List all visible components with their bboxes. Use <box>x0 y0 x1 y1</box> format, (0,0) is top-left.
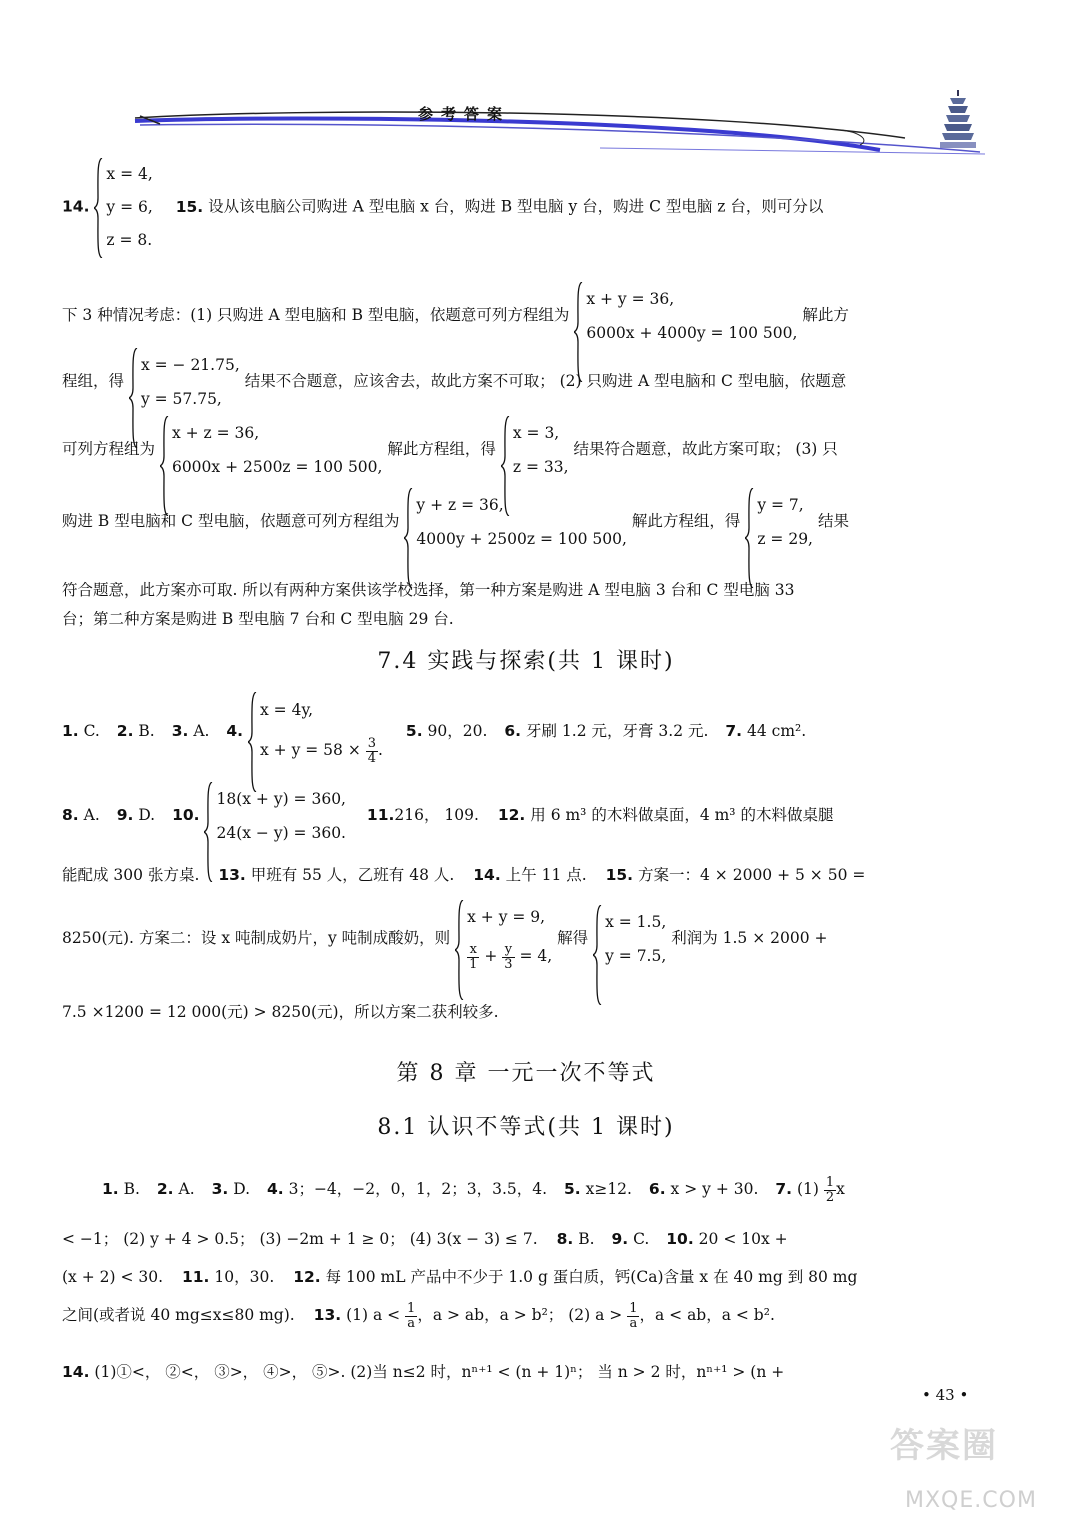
header-decoration <box>0 0 1077 160</box>
q-number: 13. <box>313 1306 342 1325</box>
equation: y = 7, <box>757 496 804 514</box>
equation: x = 4y, <box>260 701 314 719</box>
answer: 上午 11 点. <box>505 866 587 884</box>
equation: 4000y + 2500z = 100 500, <box>416 530 627 548</box>
answer: B. <box>123 1180 140 1199</box>
s74-line-3 <box>62 863 865 885</box>
answer: (1)①<， ②<， ③>， ④>， ⑤>. (2)当 n≤2 时，nⁿ⁺¹ < (n + 1)ⁿ； 当 n > 2 时，nⁿ⁺¹ > (n + <box>94 1363 785 1381</box>
denominator: 4 <box>367 750 377 766</box>
answer: x <box>836 1180 845 1199</box>
text: 解得 <box>557 929 589 947</box>
q-number: 9. <box>611 1230 629 1248</box>
q-number: 7. <box>775 1180 793 1199</box>
equation-part: x + y = 58 × <box>260 741 361 759</box>
text: 解此方程组，得 <box>631 512 741 530</box>
header-title: 参考答案 <box>418 105 511 123</box>
equation: 18(x + y) = 360, <box>216 790 346 808</box>
equation: y + z = 36, <box>416 496 504 514</box>
equation: y = 6, <box>106 198 153 216</box>
s81-line-3 <box>62 1265 857 1287</box>
text: 下 3 种情况考虑：(1) 只购进 A 型电脑和 B 型电脑，依题意可列方程组为 <box>62 306 570 324</box>
answer: 90，20. <box>427 722 488 740</box>
q-number: 3. <box>171 722 189 740</box>
q-number: 10. <box>666 1230 694 1248</box>
text: (x + 2) < 30. <box>62 1268 164 1286</box>
q-number: 11. <box>181 1268 210 1286</box>
denominator: 1 <box>469 956 478 972</box>
fraction <box>627 1302 639 1330</box>
q15-line-6: 符合题意，此方案亦可取. 所以有两种方案供该学校选择，第一种方案是购进 A 型电脑 3 台和 C 型电脑 33 <box>62 581 795 599</box>
fraction <box>467 943 479 971</box>
equation: x = 3, <box>512 424 560 442</box>
answer: 甲班有 55 人，乙班有 48 人. <box>250 866 455 884</box>
equation-system <box>574 282 797 350</box>
equation: x + y = 9, <box>467 908 546 926</box>
section-title-7-4: 7.4 实践与探索(共 1 课时) <box>377 649 675 674</box>
fraction <box>366 737 378 765</box>
equation: y = 57.75, <box>140 390 222 408</box>
page-header <box>0 0 1077 160</box>
plus-sign: + <box>484 947 498 965</box>
text: 结果符合题意，故此方案可取； (3) 只 <box>573 440 838 458</box>
equation: x = 4, <box>106 165 153 183</box>
denominator: 2 <box>825 1189 835 1205</box>
numerator: 1 <box>825 1175 835 1190</box>
q10-system <box>204 782 346 850</box>
q-number: 7. <box>725 722 743 740</box>
answer: A. <box>83 806 100 824</box>
fraction <box>824 1176 836 1204</box>
equation-system <box>160 416 383 484</box>
text: < −1； (2) y + 4 > 0.5； (3) −2m + 1 ≥ 0； (4) 3(x − 3) ≤ 7. <box>62 1230 538 1248</box>
brace-icon <box>94 158 103 258</box>
pagoda-icon <box>936 88 980 152</box>
answer: A. <box>178 1180 195 1199</box>
brace-icon <box>404 488 413 588</box>
numerator: 3 <box>367 735 377 751</box>
q-number: 12. <box>293 1268 321 1286</box>
answer: 每 100 mL 产品中不少于 1.0 g 蛋白质，钙(Ca)含量 x 在 40 mg 到 80 mg <box>325 1268 858 1286</box>
answer: 216， 109. <box>394 806 479 824</box>
numerator: 1 <box>407 1301 416 1316</box>
answer: D. <box>138 806 156 824</box>
numerator: y <box>502 943 514 958</box>
q-number: 14. <box>473 866 501 884</box>
equation: z = 33, <box>512 458 569 476</box>
q-number: 8. <box>556 1230 574 1248</box>
text: 解此方程组，得 <box>387 440 496 458</box>
q15-number: 15. <box>175 197 204 216</box>
s74-line-4 <box>62 900 828 978</box>
text: 程组，得 <box>62 372 125 390</box>
equation: 6000x + 4000y = 100 500, <box>586 324 798 342</box>
q-number: 2. <box>116 722 134 740</box>
chapter-title-8: 第 8 章 一元一次不等式 <box>396 1061 656 1086</box>
answer: B. <box>578 1230 595 1248</box>
answer: 10，30. <box>214 1268 275 1286</box>
section-title-8-1: 8.1 认识不等式(共 1 课时) <box>377 1115 675 1140</box>
fraction <box>405 1302 417 1330</box>
q4-system <box>248 692 383 772</box>
text: 8250(元). 方案二：设 x 吨制成奶片，y 吨制成酸奶，则 <box>62 929 451 947</box>
q-number: 2. <box>156 1180 174 1199</box>
text: 之间(或者说 40 mg≤x≤80 mg). <box>62 1306 295 1325</box>
solution-system <box>745 488 813 556</box>
q-number: 13. <box>218 866 246 884</box>
watermark-url: MXQE.COM <box>905 1488 1037 1513</box>
equation: x = 1.5, <box>605 913 667 931</box>
q15-line-2 <box>62 282 849 350</box>
denominator: 3 <box>504 956 513 972</box>
equation-system <box>129 348 240 416</box>
answer: 3；−4，−2，0，1，2；3，3.5，4. <box>288 1180 548 1199</box>
page-number: • 43 • <box>922 1386 969 1404</box>
solution-system <box>593 905 666 973</box>
brace-icon <box>248 692 257 792</box>
s81-line-1 <box>62 1176 845 1204</box>
q15-line-3 <box>62 348 846 416</box>
q-number: 6. <box>504 722 522 740</box>
q-number: 4. <box>226 722 244 740</box>
equation: z = 29, <box>757 530 813 548</box>
answer: 20 < 10x + <box>698 1230 788 1248</box>
equation <box>467 934 552 978</box>
equation-system <box>404 488 627 556</box>
equation: x + y = 36, <box>586 290 675 308</box>
answer: x > y + 30. <box>670 1180 759 1199</box>
brace-icon <box>455 900 464 1000</box>
text: 结果不合题意，应该舍去，故此方案不可取； (2) 只购进 A 型电脑和 C 型电脑，依题意 <box>244 372 847 390</box>
q14-number: 14. <box>62 197 90 216</box>
q-number: 15. <box>605 866 634 884</box>
answer: x≥12. <box>585 1180 632 1199</box>
q-number: 1. <box>102 1180 119 1199</box>
brace-icon <box>593 905 602 1005</box>
answer: 44 cm². <box>746 722 807 740</box>
equation-part: = 4, <box>519 947 553 965</box>
brace-icon <box>745 488 754 588</box>
q14-system <box>94 158 152 257</box>
s74-line-1 <box>62 692 806 772</box>
fraction <box>502 943 514 971</box>
equation: x = − 21.75, <box>140 356 240 374</box>
answer: (1) a < <box>346 1306 401 1325</box>
s81-line-2 <box>62 1227 788 1249</box>
q-number: 4. <box>266 1180 284 1199</box>
q-number: 6. <box>648 1180 666 1199</box>
numerator: 1 <box>629 1301 638 1316</box>
s81-line-4 <box>62 1302 775 1330</box>
q14-15-line <box>62 158 823 257</box>
equation: z = 8. <box>106 231 153 249</box>
equation-part: . <box>378 741 383 759</box>
q-number: 3. <box>211 1180 229 1199</box>
denominator: a <box>629 1315 638 1331</box>
answer: B. <box>138 722 155 740</box>
q-number: 8. <box>62 806 79 824</box>
answer: A. <box>193 722 210 740</box>
s74-line-2 <box>62 782 833 850</box>
answer: 方案一：4 × 2000 + 5 × 50 = <box>638 866 866 884</box>
watermark-logo: 答案圈 <box>890 1426 998 1466</box>
numerator: x <box>467 943 479 958</box>
text: 结果 <box>817 512 849 530</box>
s81-line-5 <box>62 1360 784 1382</box>
q15-line-4 <box>62 416 838 484</box>
text: 可列方程组为 <box>62 440 156 458</box>
q-number: 5. <box>563 1180 581 1199</box>
denominator: a <box>407 1315 416 1331</box>
text: 能配成 300 张方桌. <box>62 866 200 884</box>
q-number: 5. <box>405 722 423 740</box>
answer: C. <box>83 722 100 740</box>
q-number: 10. <box>172 806 200 824</box>
equation: x + z = 36, <box>171 424 260 442</box>
equation <box>260 728 383 772</box>
q-number: 14. <box>62 1363 90 1381</box>
answer: ，a < ab，a < b². <box>639 1306 775 1325</box>
text: 利润为 1.5 × 2000 + <box>671 929 828 947</box>
q15-system <box>455 900 552 978</box>
s74-line-5: 7.5 ×1200 = 12 000(元) > 8250(元)，所以方案二获利较多. <box>62 1003 499 1021</box>
answer: 牙刷 1.2 元，牙膏 3.2 元. <box>525 722 709 740</box>
answer: ，a > ab，a > b²； (2) a > <box>417 1306 623 1325</box>
solution-system <box>501 416 569 484</box>
answer: C. <box>633 1230 650 1248</box>
q15-line-5 <box>62 488 849 556</box>
q-number: 1. <box>62 722 79 740</box>
q15-text: 设从该电脑公司购进 A 型电脑 x 台，购进 B 型电脑 y 台，购进 C 型电脑 z 台，则可分以 <box>208 197 824 216</box>
q-number: 11. <box>366 806 395 824</box>
equation: 6000x + 2500z = 100 500, <box>171 458 383 476</box>
text: 解此方 <box>802 306 849 324</box>
answer: (1) <box>796 1180 819 1199</box>
answer: 用 6 m³ 的木料做桌面，4 m³ 的木料做桌腿 <box>530 806 834 824</box>
text: 购进 B 型电脑和 C 型电脑，依题意可列方程组为 <box>62 512 400 530</box>
equation: 24(x − y) = 360. <box>216 824 346 842</box>
q15-line-7: 台；第二种方案是购进 B 型电脑 7 台和 C 型电脑 29 台. <box>62 610 454 628</box>
q-number: 12. <box>497 806 526 824</box>
equation: y = 7.5, <box>605 947 667 965</box>
answer: D. <box>233 1180 251 1199</box>
q-number: 9. <box>116 806 134 824</box>
